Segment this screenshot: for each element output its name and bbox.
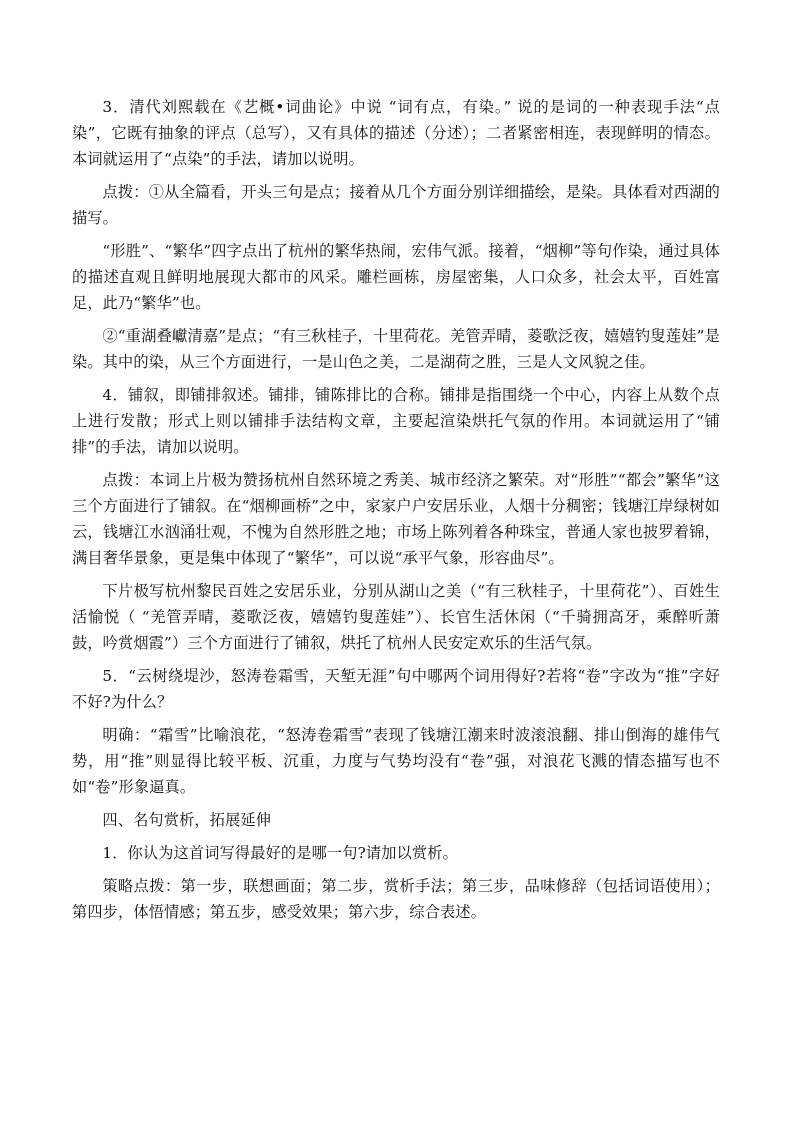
section-4-question-1: 1．你认为这首词写得最好的是哪一句?请加以赏析。 <box>102 844 458 862</box>
question-3-prompt: 3．清代刘熙载在《艺概•词曲论》中说 “词有点，有染。” 说的是词的一种表现手法“点染”，它既有抽象的评点（总写），又有具体的描述（分述）；二者紧密相连，表现鲜明的情态。本词就运用了“点染”的手法，请加以说明。 <box>72 98 720 168</box>
question-3-hint-1: 点拨：①从全篇看，开头三句是点；接着从几个方面分别详细描绘，是染。具体看对西湖的描写。 <box>72 183 720 227</box>
question-4-hint-1: 点拨：本词上片极为赞扬杭州自然环境之秀美、城市经济之繁荣。对“形胜”“都会”繁华”这三个方面进行了铺叙。在“烟柳画桥”之中，家家户户安居乐业，人烟十分稠密；钱塘江岸绿树如云，钱塘江水汹涌壮观，不愧为自然形胜之地；市场上陈列着各种珠宝，普通人家也披罗着锦，满目奢华景象，更是集中体现了“繁华”，可以说“承平气象，形容曲尽”。 <box>72 471 720 567</box>
question-4-prompt: 4．铺叙，即铺排叙述。铺排，铺陈排比的合称。铺排是指围绕一个中心，内容上从数个点上进行发散；形式上则以铺排手法结构文章，主要起渲染烘托气氛的作用。本词就运用了“铺排”的手法，请加以说明。 <box>72 386 720 456</box>
question-5-answer: 明确：“霜雪”比喻浪花，“怒涛卷霜雪”表现了钱塘江潮来时波滚浪翻、排山倒海的雄伟气势，用“推”则显得比较平板、沉重，力度与气势均没有“卷”强，对浪花飞溅的情态描写也不如“卷”形象逼真。 <box>72 726 720 796</box>
question-5-prompt: 5．“云树绕堤沙，怒涛卷霜雪，天堑无涯”句中哪两个词用得好?若将“卷”字改为“推”字好不好?为什么？ <box>72 667 720 711</box>
document-body <box>72 94 720 932</box>
section-4-strategy: 策略点拨：第一步，联想画面；第二步，赏析手法；第三步，品味修辞（包括词语使用）；第四步，体悟情感；第五步，感受效果；第六步，综合表述。 <box>72 877 720 921</box>
section-4-heading: 四、名句赏析，拓展延伸 <box>102 811 272 829</box>
question-3-hint-3: ②“重湖叠巘清嘉”是点；“有三秋桂子，十里荷花。羌管弄晴，菱歌泛夜，嬉嬉钓叟莲娃”是染。其中的染，从三个方面进行，一是山色之美，二是湖荷之胜，三是人文风貌之佳。 <box>72 327 720 371</box>
question-3-hint-2: “形胜”、“繁华”四字点出了杭州的繁华热闹，宏伟气派。接着，“烟柳”等句作染，通过具体的描述直观且鲜明地展现大都市的风采。雕栏画栋，房屋密集，人口众多，社会太平，百姓富足，此乃“繁华”也。 <box>72 242 720 312</box>
question-4-hint-2: 下片极写杭州黎民百姓之安居乐业，分别从湖山之美（“有三秋桂子，十里荷花”）、百姓生活愉悦（ “羌管弄晴，菱歌泛夜，嬉嬉钓叟莲娃”）、长官生活休闲（“千骑拥高牙，乘醉听萧鼓，吟赏烟霞”）三个方面进行了铺叙，烘托了杭州人民安定欢乐的生活气氛。 <box>72 582 720 652</box>
